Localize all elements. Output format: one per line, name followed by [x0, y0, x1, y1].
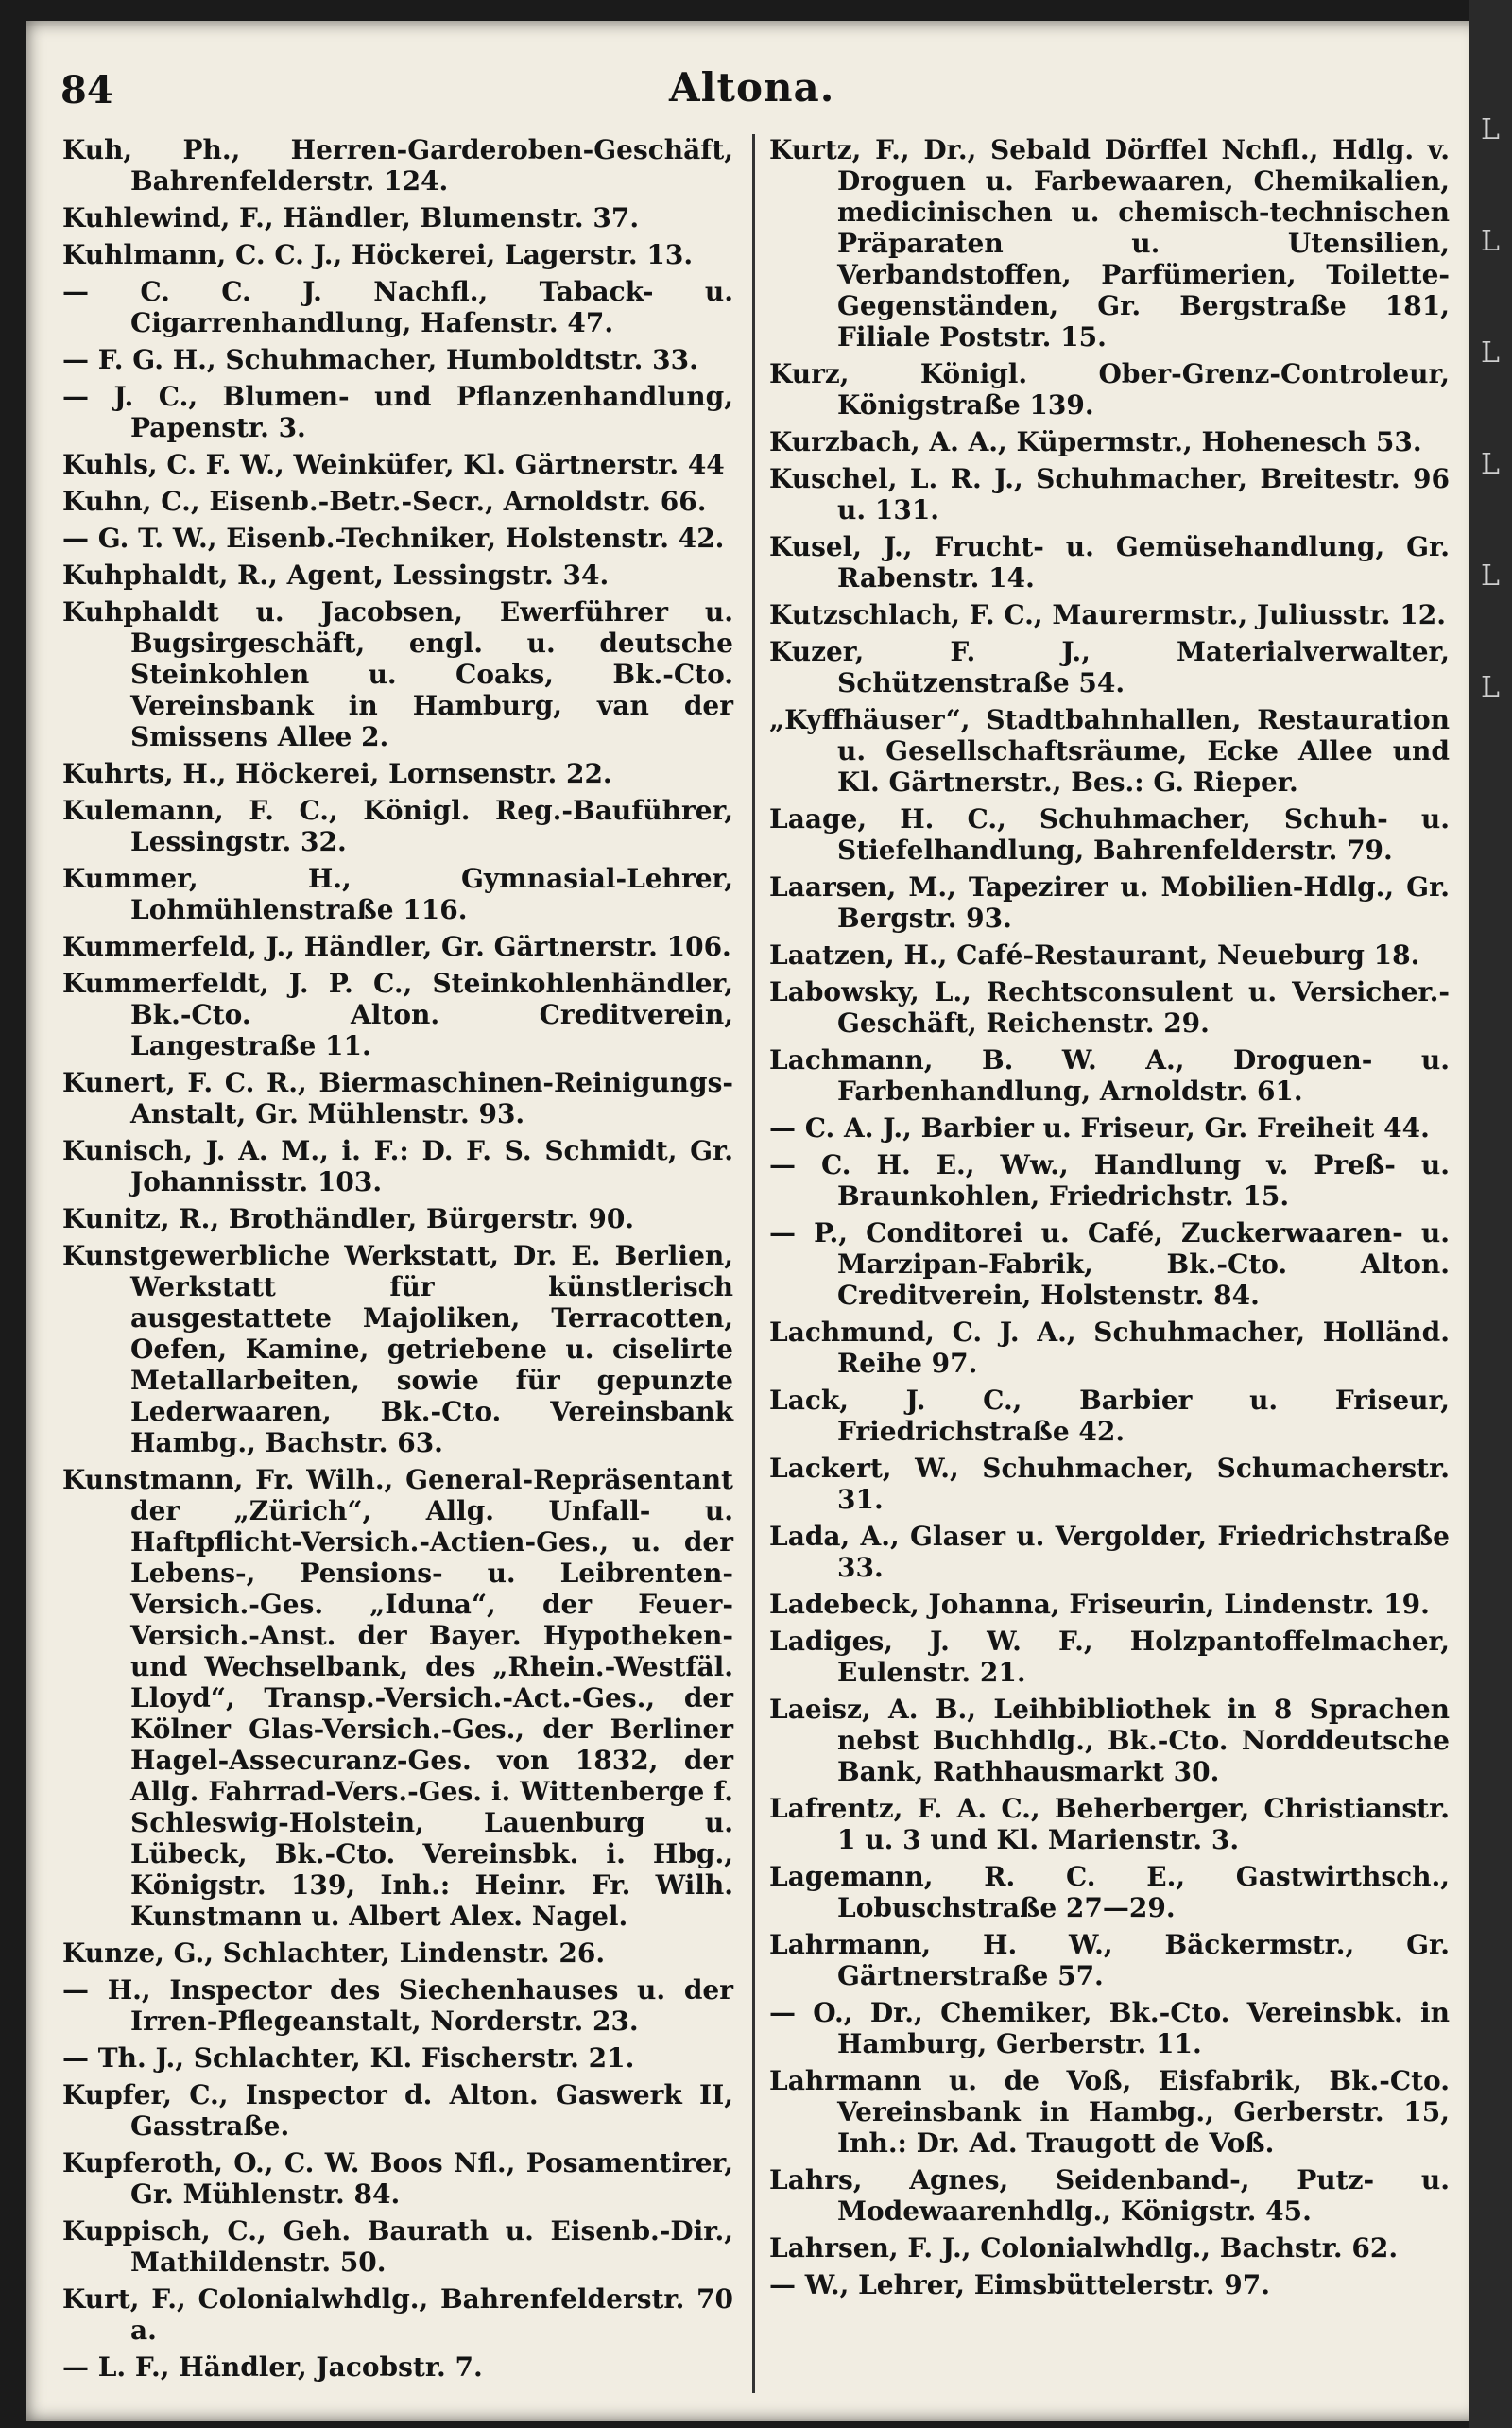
directory-entry: — C. A. J., Barbier u. Friseur, Gr. Freiheit 44.: [769, 1112, 1430, 1144]
directory-entry: — J. C., Blumen- und Pflanzenhandlung, Papenstr. 3.: [62, 381, 733, 443]
page-number: 84: [60, 68, 113, 112]
facing-page-letter: L: [1481, 113, 1500, 146]
facing-page-letter: L: [1481, 671, 1500, 704]
directory-entry: — L. F., Händler, Jacobstr. 7.: [62, 2351, 483, 2383]
directory-entry: Kuppisch, C., Geh. Baurath u. Eisenb.-Dir., Mathildenstr. 50.: [62, 2215, 733, 2278]
directory-entry: Lack, J. C., Barbier u. Friseur, Friedrichstraße 42.: [769, 1385, 1450, 1447]
directory-entry: Kunze, G., Schlachter, Lindenstr. 26.: [62, 1937, 606, 1969]
facing-page-letter: L: [1481, 448, 1500, 481]
directory-entry: Kummerfeld, J., Händler, Gr. Gärtnerstr. 106.: [62, 931, 731, 962]
directory-entry: — P., Conditorei u. Café, Zuckerwaaren- u. Marzipan-Fabrik, Bk.-Cto. Alton. Creditverein, Holstenstr. 84.: [769, 1217, 1450, 1311]
directory-entry: — O., Dr., Chemiker, Bk.-Cto. Vereinsbk. in Hamburg, Gerberstr. 11.: [769, 1997, 1450, 2059]
facing-page-letter: L: [1481, 560, 1500, 593]
facing-page-edge: [1469, 0, 1512, 2428]
left-column: [62, 134, 733, 2388]
directory-columns: [62, 134, 1508, 2402]
directory-entry: — F. G. H., Schuhmacher, Humboldtstr. 33.: [62, 344, 698, 375]
directory-entry: Kunert, F. C. R., Biermaschinen-Reinigungs-Anstalt, Gr. Mühlenstr. 93.: [62, 1067, 733, 1129]
directory-entry: Kunstgewerbliche Werkstatt, Dr. E. Berlien, Werkstatt für künstlerisch ausgestattete Majoliken, Terracotten, Oefen, Kamine, getriebene u. ciselirte Metallarbeiten, sowie für gepunzte Lederwaaren, Bk.-Cto. Vereinsbank Hambg., Bachstr. 63.: [62, 1240, 733, 1458]
directory-entry: — G. T. W., Eisenb.-Techniker, Holstenstr. 42.: [62, 523, 725, 554]
directory-entry: Laarsen, M., Tapezirer u. Mobilien-Hdlg., Gr. Bergstr. 93.: [769, 871, 1450, 934]
facing-page-letter: L: [1481, 225, 1500, 258]
directory-entry: Kurtz, F., Dr., Sebald Dörffel Nchfl., Hdlg. v. Droguen u. Farbewaaren, Chemikalien, medicinischen u. chemisch-technischen Präparaten u. Utensilien, Verbandstoffen, Parfümerien, Toilette-Gegenständen, Gr. Bergstraße 181, Filiale Poststr. 15.: [769, 134, 1450, 353]
directory-entry: Lachmund, C. J. A., Schuhmacher, Holländ. Reihe 97.: [769, 1317, 1450, 1379]
directory-entry: Kurz, Königl. Ober-Grenz-Controleur, Königstraße 139.: [769, 358, 1450, 421]
directory-entry: Kulemann, F. C., Königl. Reg.-Bauführer, Lessingstr. 32.: [62, 795, 733, 857]
directory-entry: Kuhlewind, F., Händler, Blumenstr. 37.: [62, 202, 640, 233]
directory-entry: Labowsky, L., Rechtsconsulent u. Versicher.-Geschäft, Reichenstr. 29.: [769, 976, 1450, 1039]
directory-entry: „Kyffhäuser“, Stadtbahnhallen, Restauration u. Gesellschaftsräume, Ecke Allee und Kl. Gärtnerstr., Bes.: G. Rieper.: [769, 704, 1450, 798]
right-column: [769, 134, 1450, 2306]
directory-entry: Lagemann, R. C. E., Gastwirthsch., Lobuschstraße 27—29.: [769, 1861, 1450, 1923]
directory-page: [26, 21, 1482, 2421]
directory-entry: Kupferoth, O., C. W. Boos Nfl., Posamentirer, Gr. Mühlenstr. 84.: [62, 2147, 733, 2210]
directory-entry: Kummerfeldt, J. P. C., Steinkohlenhändler, Bk.-Cto. Alton. Creditverein, Langestraße 11.: [62, 968, 733, 1061]
directory-entry: — C. C. J. Nachfl., Taback- u. Cigarrenhandlung, Hafenstr. 47.: [62, 276, 733, 338]
directory-entry: Kuhls, C. F. W., Weinküfer, Kl. Gärtnerstr. 44: [62, 449, 725, 480]
directory-entry: Kurzbach, A. A., Küpermstr., Hohenesch 53.: [769, 426, 1422, 457]
directory-entry: — W., Lehrer, Eimsbüttelerstr. 97.: [769, 2269, 1270, 2300]
directory-entry: Lada, A., Glaser u. Vergolder, Friedrichstraße 33.: [769, 1521, 1450, 1583]
directory-entry: Kunitz, R., Brothändler, Bürgerstr. 90.: [62, 1203, 635, 1234]
directory-entry: Kupfer, C., Inspector d. Alton. Gaswerk II, Gasstraße.: [62, 2079, 733, 2142]
directory-entry: Kuschel, L. R. J., Schuhmacher, Breitestr. 96 u. 131.: [769, 463, 1450, 525]
directory-entry: Lachmann, B. W. A., Droguen- u. Farbenhandlung, Arnoldstr. 61.: [769, 1044, 1450, 1107]
directory-entry: Lahrmann u. de Voß, Eisfabrik, Bk.-Cto. Vereinsbank in Hambg., Gerberstr. 15, Inh.: Dr. Ad. Traugott de Voß.: [769, 2065, 1450, 2159]
directory-entry: Kuzer, F. J., Materialverwalter, Schützenstraße 54.: [769, 636, 1450, 698]
directory-entry: Kuhn, C., Eisenb.-Betr.-Secr., Arnoldstr. 66.: [62, 486, 707, 517]
column-divider: [752, 134, 755, 2393]
directory-entry: Kutzschlach, F. C., Maurermstr., Juliusstr. 12.: [769, 599, 1447, 630]
directory-entry: Kuhphaldt u. Jacobsen, Ewerführer u. Bugsirgeschäft, engl. u. deutsche Steinkohlen u. Coaks, Bk.-Cto. Vereinsbank in Hamburg, van der Smissens Allee 2.: [62, 596, 733, 752]
directory-entry: Kuhlmann, C. C. J., Höckerei, Lagerstr. 13.: [62, 239, 694, 270]
directory-entry: Laeisz, A. B., Leihbibliothek in 8 Sprachen nebst Buchhdlg., Bk.-Cto. Norddeutsche Bank, Rathhausmarkt 30.: [769, 1694, 1450, 1787]
directory-entry: Kusel, J., Frucht- u. Gemüsehandlung, Gr. Rabenstr. 14.: [769, 531, 1450, 594]
directory-entry: Laatzen, H., Café-Restaurant, Neueburg 18.: [769, 939, 1420, 971]
directory-entry: — Th. J., Schlachter, Kl. Fischerstr. 21.: [62, 2042, 635, 2074]
directory-entry: Ladebeck, Johanna, Friseurin, Lindenstr. 19.: [769, 1589, 1430, 1620]
directory-entry: Kuhphaldt, R., Agent, Lessingstr. 34.: [62, 560, 610, 591]
directory-entry: Kummer, H., Gymnasial-Lehrer, Lohmühlenstraße 116.: [62, 863, 733, 925]
directory-entry: Lahrmann, H. W., Bäckermstr., Gr. Gärtnerstraße 57.: [769, 1929, 1450, 1991]
directory-entry: Lahrs, Agnes, Seidenband-, Putz- u. Modewaarenhdlg., Königstr. 45.: [769, 2164, 1450, 2227]
directory-entry: Kuhrts, H., Höckerei, Lornsenstr. 22.: [62, 758, 612, 789]
directory-entry: — H., Inspector des Siechenhauses u. der Irren-Pflegeanstalt, Norderstr. 23.: [62, 1974, 733, 2037]
facing-page-letter: L: [1481, 336, 1500, 370]
directory-entry: Ladiges, J. W. F., Holzpantoffelmacher, Eulenstr. 21.: [769, 1626, 1450, 1688]
running-title: Altona.: [669, 64, 835, 111]
directory-entry: — C. H. E., Ww., Handlung v. Preß- u. Braunkohlen, Friedrichstr. 15.: [769, 1149, 1450, 1212]
directory-entry: Lafrentz, F. A. C., Beherberger, Christianstr. 1 u. 3 und Kl. Marienstr. 3.: [769, 1793, 1450, 1855]
directory-entry: Kunstmann, Fr. Wilh., General-Repräsentant der „Zürich“, Allg. Unfall- u. Haftpflicht-Versich.-Actien-Ges., u. der Lebens-, Pensions- u. Leibrenten-Versich.-Ges. „Iduna“, der Feuer-Versich.-Anst. der Bayer. Hypotheken- und Wechselbank, des „Rhein.-Westfäl. Lloyd“, Transp.-Versich.-Act.-Ges., der Kölner Glas-Versich.-Ges., der Berliner Hagel-Assecuranz-Ges. von 1832, der Allg. Fahrrad-Vers.-Ges. i. Wittenberge f. Schleswig-Holstein, Lauenburg u. Lübeck, Bk.-Cto. Vereinsbk. i. Hbg., Königstr. 139, Inh.: Heinr. Fr. Wilh. Kunstmann u. Albert Alex. Nagel.: [62, 1464, 733, 1932]
page-header: [26, 21, 1482, 125]
directory-entry: Kuh, Ph., Herren-Garderoben-Geschäft, Bahrenfelderstr. 124.: [62, 134, 733, 197]
facing-page-letters: [1474, 113, 1506, 783]
directory-entry: Lahrsen, F. J., Colonialwhdlg., Bachstr. 62.: [769, 2232, 1399, 2264]
directory-entry: Kurt, F., Colonialwhdlg., Bahrenfelderstr. 70 a.: [62, 2283, 733, 2346]
directory-entry: Kunisch, J. A. M., i. F.: D. F. S. Schmidt, Gr. Johannisstr. 103.: [62, 1135, 733, 1197]
directory-entry: Lackert, W., Schuhmacher, Schumacherstr. 31.: [769, 1453, 1450, 1515]
directory-entry: Laage, H. C., Schuhmacher, Schuh- u. Stiefelhandlung, Bahrenfelderstr. 79.: [769, 803, 1450, 866]
